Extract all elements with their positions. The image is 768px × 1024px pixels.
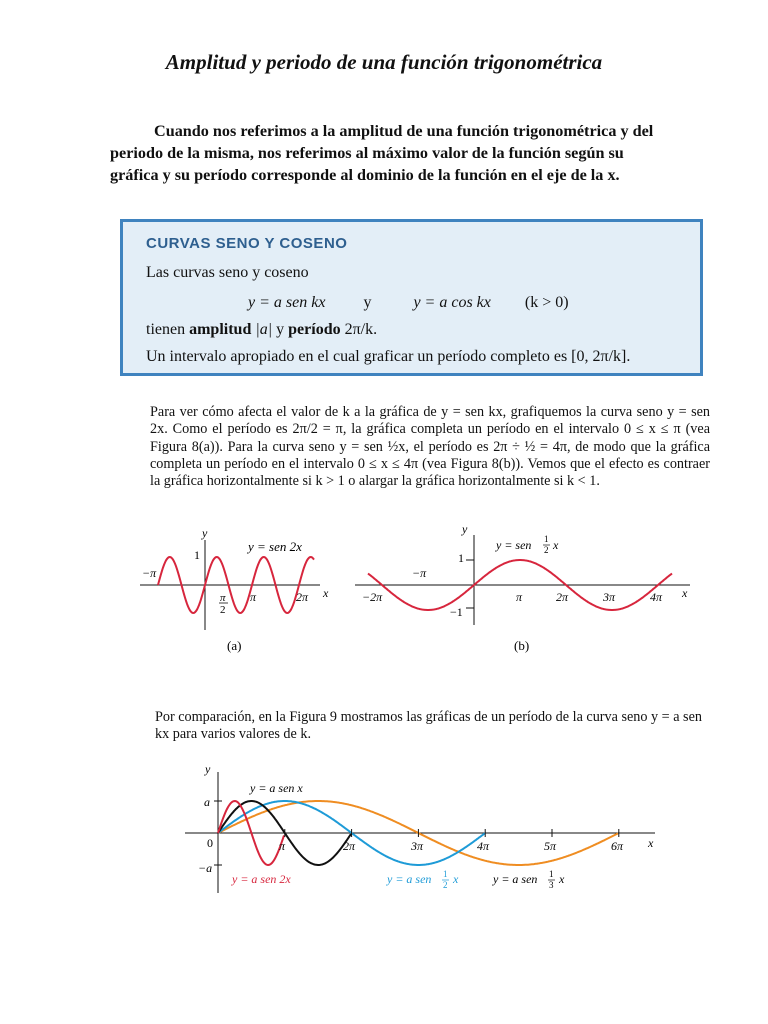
eq-and: y <box>363 294 372 311</box>
comparison-paragraph: Por comparación, en la Figura 9 mostramos las gráficas de un período de la curva seno y = a sen kx para varios valores de k. <box>155 709 702 743</box>
fig8a-tick-pi2-num: π <box>220 592 226 604</box>
fig9-label-black: y = a sen x <box>250 781 303 795</box>
amplitud-value: |a| <box>255 321 273 338</box>
fig8b-tick-3pi: 3π <box>603 590 616 604</box>
fig8a-tick-pi: π <box>250 590 257 604</box>
fig9-tick-pi: π <box>279 839 286 853</box>
fig8b-tick-pi: π <box>516 590 523 604</box>
fig8b-tick-1: 1 <box>458 551 464 565</box>
figure-8b <box>355 522 690 653</box>
eq-sin: y = a sen kx <box>248 294 326 311</box>
line3-y: y <box>276 321 285 338</box>
fig9-label-orange: y = a sen <box>493 872 538 886</box>
fig9-tick-2pi: 2π <box>343 839 356 853</box>
fig8b-tick-m1: −1 <box>450 605 463 619</box>
fig8b-tick-negpi: −π <box>412 566 427 580</box>
fig8b-equation: y = sen <box>496 538 532 552</box>
fig9-tick-5pi: 5π <box>544 839 557 853</box>
eq-condition: (k > 0) <box>524 294 569 311</box>
line3-pre: tienen <box>146 321 186 338</box>
explanation-paragraph: Para ver cómo afecta el valor de k a la gráfica de y = sen kx, grafiquemos la curva seno y = sen 2x. Como el período es 2π/2 = π, la gráfica completa un período en el intervalo 0 ≤ x ≤ π (vea Figura 8(a)). Para la curva seno y = sen ½x, el período es 2π ÷ ½ = 4π, de modo que la gráfica completa un período en el intervalo 0 ≤ x ≤ 4π (vea Figura 8(b)). Vemos que el efecto es contraer la gráfica horizontalmente si k > 1 o alargar la gráfica horizontalmente si k < 1. <box>150 404 710 490</box>
fig8b-tick-2pi: 2π <box>556 590 569 604</box>
fig8a-tick-negpi: −π <box>142 566 157 580</box>
fig9-x-label: x <box>648 836 654 850</box>
fig9-tick-4pi: 4π <box>477 839 490 853</box>
box-line-1: Las curvas seno y coseno <box>146 264 309 281</box>
fig8b-y-label: y <box>462 522 468 536</box>
page-title: Amplitud y periodo de una función trigonométrica <box>165 50 603 74</box>
fig9-orange-var: x <box>559 872 565 886</box>
fig9-blue-var: x <box>453 872 459 886</box>
fig8a-tick-2pi: 2π <box>296 590 309 604</box>
fig9-blue-den: 2 <box>443 880 448 890</box>
intro-text: Cuando nos referimos a la amplitud de una función trigonométrica y del periodo de la misma, nos referimos al máximo valor de la función según su gráfica y su período corresponde al dominio de la función en el eje de la x. <box>110 122 654 184</box>
fig9-tick-0: 0 <box>207 836 213 850</box>
periodo-word: período <box>288 321 341 338</box>
fig9-tick-3pi: 3π <box>411 839 424 853</box>
fig9-orange-num: 1 <box>549 869 554 879</box>
fig8a-x-label: x <box>323 586 329 600</box>
fig8a-y-label: y <box>202 526 208 540</box>
figure-8a <box>140 526 329 653</box>
fig8b-tick-neg2pi: −2π <box>362 590 383 604</box>
fig9-orange-den: 3 <box>549 880 554 890</box>
amplitud-word: amplitud <box>189 321 252 338</box>
fig9-tick-6pi: 6π <box>611 839 624 853</box>
fig9-tick-a: a <box>204 795 210 809</box>
fig9-tick-nega: −a <box>198 861 213 875</box>
fig9-label-blue: y = a sen <box>387 872 432 886</box>
fig8a-caption: (a) <box>227 638 242 653</box>
box-header: CURVAS SENO Y COSENO <box>146 235 348 252</box>
figure-9 <box>185 762 655 893</box>
fig8b-tick-4pi: 4π <box>650 590 663 604</box>
fig8b-eq-num: 1 <box>544 534 549 544</box>
fig8b-x-label: x <box>682 586 688 600</box>
fig8a-tick-1: 1 <box>194 548 200 562</box>
eq-cos: y = a cos kx <box>413 294 491 311</box>
fig8a-tick-pi2-den: 2 <box>220 604 226 616</box>
fig9-label-red: y = a sen 2x <box>232 872 291 886</box>
periodo-value: 2π/k. <box>344 321 378 338</box>
fig8b-eq-den: 2 <box>544 545 549 555</box>
fig9-y-label: y <box>205 762 211 776</box>
fig8a-equation: y = sen 2x <box>248 539 302 554</box>
box-line-4: Un intervalo apropiado en el cual graficar un período completo es [0, 2π/k]. <box>146 348 631 365</box>
fig9-blue-num: 1 <box>443 869 448 879</box>
fig8b-eq-var: x <box>553 538 559 552</box>
fig8b-caption: (b) <box>514 638 530 653</box>
